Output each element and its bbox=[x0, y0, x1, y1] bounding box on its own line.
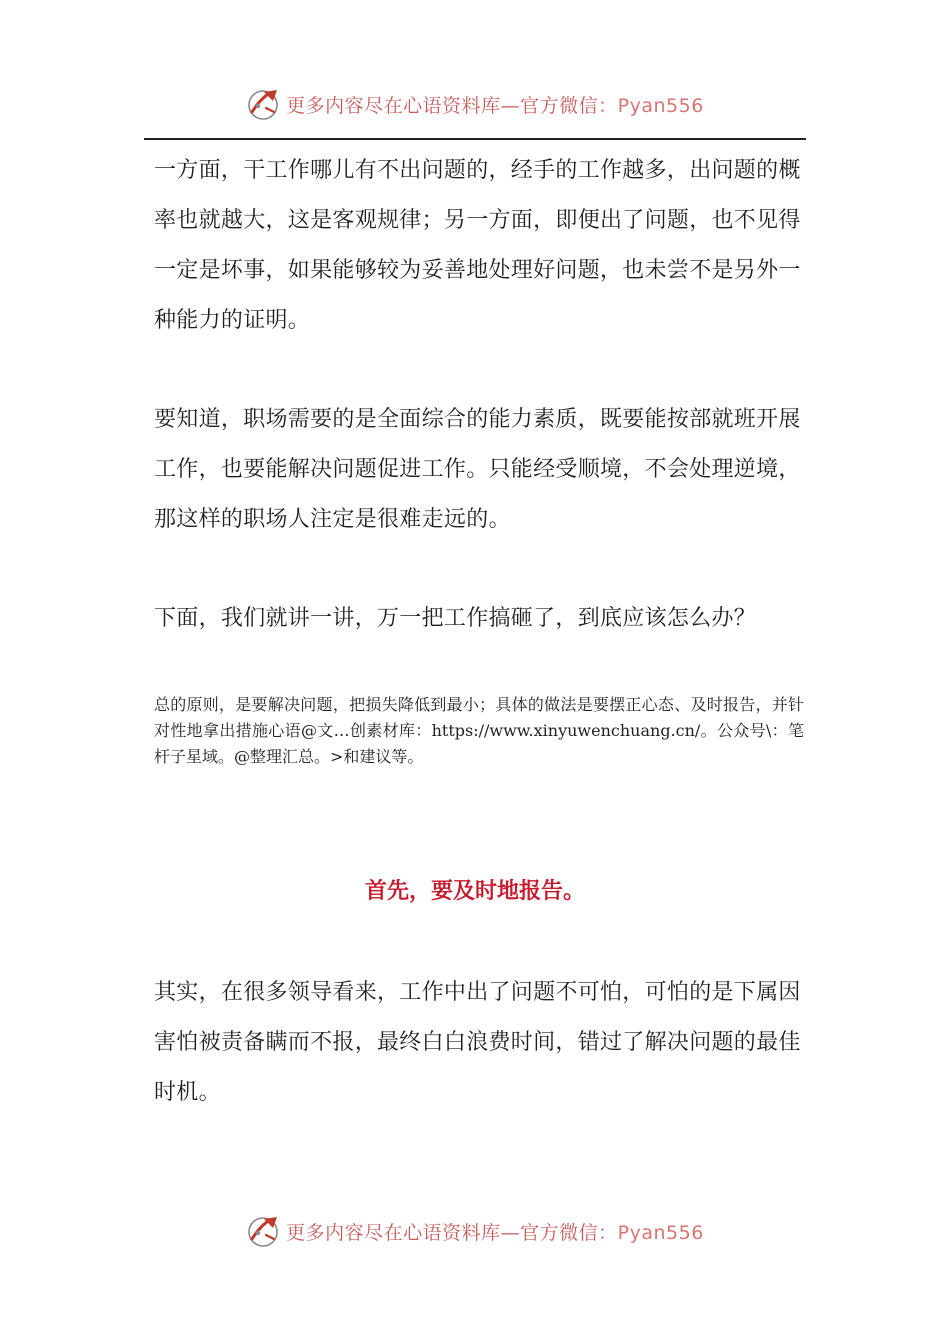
header-divider bbox=[144, 138, 806, 140]
header-banner bbox=[0, 84, 950, 124]
header-text: 更多内容尽在心语资料库—官方微信：Pyan556 bbox=[286, 94, 704, 117]
pen-nib-logo-icon bbox=[246, 86, 282, 122]
header-wechat-id: Pyan556 bbox=[617, 94, 704, 117]
paragraph-2: 要知道，职场需要的是全面综合的能力素质，既要能按部就班开展工作，也要能解决问题促进工作。只能经受顺境，不会处理逆境，那这样的职场人注定是很难走远的。 bbox=[154, 407, 801, 532]
footer-wechat-id: Pyan556 bbox=[617, 1221, 704, 1244]
section-heading: 首先，要及时地报告。 bbox=[364, 879, 585, 904]
paragraph-1: 一方面，干工作哪儿有不出问题的，经手的工作越多，出问题的概率也就越大，这是客观规律；另一方面，即便出了问题，也不见得一定是坏事，如果能够较为妥善地处理好问题，也未尝不是另外一种能力的证明。 bbox=[154, 158, 801, 333]
paragraph-4: 其实，在很多领导看来，工作中出了问题不可怕，可怕的是下属因害怕被责备瞒而不报，最终白白浪费时间，错过了解决问题的最佳时机。 bbox=[154, 980, 801, 1105]
pen-nib-logo-icon bbox=[246, 1213, 282, 1249]
footer-banner bbox=[0, 1211, 950, 1251]
paragraph-3: 下面，我们就讲一讲，万一把工作搞砸了，到底应该怎么办？ bbox=[154, 606, 757, 631]
source-note: 总的原则，是要解决问题，把损失降低到最小；具体的做法是要摆正心态、及时报告，并针对性地拿出措施心语@文…创素材库：https://www.xinyuwenchuang.cn/。公众号\：笔杆子星域。@整理汇总。>和建议等。 bbox=[154, 695, 804, 766]
footer-text: 更多内容尽在心语资料库—官方微信：Pyan556 bbox=[286, 1221, 704, 1244]
